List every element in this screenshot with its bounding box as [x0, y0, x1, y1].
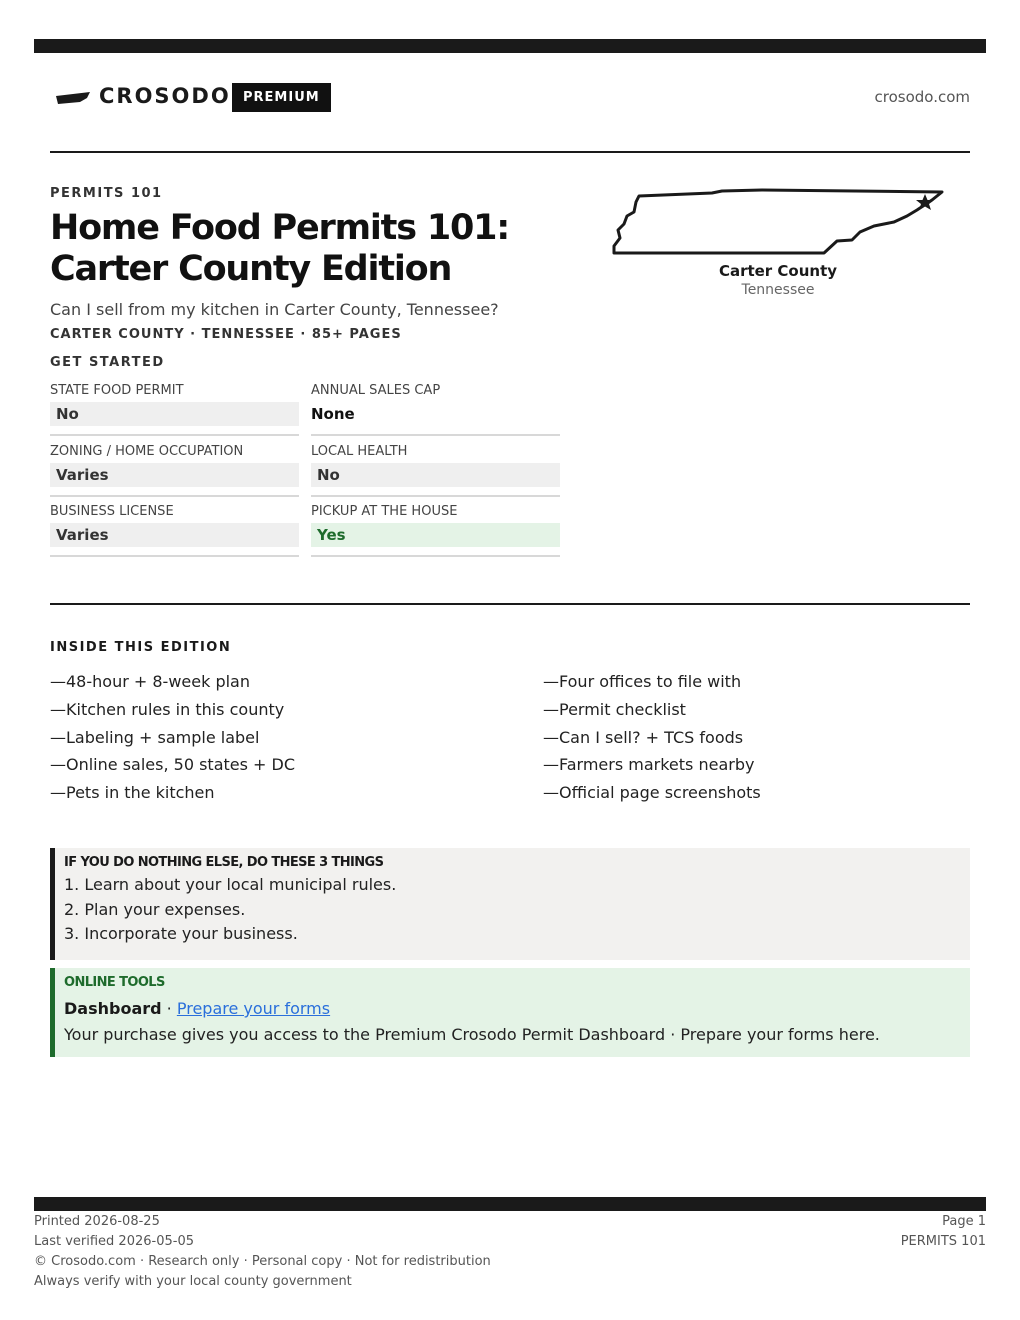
callout-heading: IF YOU DO NOTHING ELSE, DO THESE 3 THINGS	[64, 855, 384, 870]
header	[50, 80, 970, 116]
fact-value: No	[50, 402, 299, 426]
fact-pickup-at-house	[311, 504, 560, 557]
fact-value: No	[311, 463, 560, 487]
series-name: PERMITS 101	[900, 1234, 986, 1249]
tennessee-shape-icon	[54, 88, 94, 108]
list-item: —Farmers markets nearby	[543, 755, 755, 775]
list-item: —Official page screenshots	[543, 783, 761, 803]
get-started-heading: GET STARTED	[50, 355, 165, 370]
map-state-name: Tennessee	[741, 282, 815, 298]
list-item: —Kitchen rules in this county	[50, 699, 285, 719]
fact-value: None	[311, 405, 355, 423]
fact-state-food-permit	[50, 383, 299, 436]
three-things-callout	[50, 848, 970, 960]
dashboard-row	[64, 996, 970, 1022]
list-item: —Online sales, 50 states + DC	[50, 755, 296, 775]
map-county-name: Carter County	[718, 262, 838, 280]
page-subtitle: Can I sell from my kitchen in Carter County, Tennessee?	[50, 300, 499, 319]
list-item: —Permit checklist	[543, 699, 686, 719]
fact-value: Varies	[50, 523, 299, 547]
brand-name[interactable]: CROSODO	[99, 84, 231, 108]
edition-meta: CARTER COUNTY · TENNESSEE · 85+ PAGES	[50, 327, 402, 342]
map-caption	[612, 262, 944, 298]
list-item: —Pets in the kitchen	[50, 783, 215, 803]
printed-date: Printed 2026-08-25	[34, 1214, 160, 1229]
premium-badge: PREMIUM	[232, 83, 331, 112]
callout-step: 3. Incorporate your business.	[64, 924, 298, 943]
fact-label: ZONING / HOME OCCUPATION	[50, 444, 244, 459]
bottom-rule	[34, 1197, 986, 1211]
callout-step: 1. Learn about your local municipal rules.	[64, 875, 397, 894]
tools-description: Your purchase gives you access to the Premium Crosodo Permit Dashboard · Prepare your forms here.	[64, 1025, 880, 1044]
list-item: —Labeling + sample label	[50, 727, 260, 747]
fact-value: Yes	[311, 523, 560, 547]
online-tools-heading: ONLINE TOOLS	[64, 975, 165, 990]
fact-label: PICKUP AT THE HOUSE	[311, 504, 458, 519]
callout-step: 2. Plan your expenses.	[64, 899, 246, 919]
list-item: —Can I sell? + TCS foods	[543, 727, 744, 747]
verify-note: Always verify with your local county government	[34, 1274, 352, 1289]
section-divider	[50, 603, 970, 605]
top-rule	[34, 39, 986, 53]
inside-list-right	[543, 668, 761, 807]
fact-local-health	[311, 444, 560, 497]
footer-right	[901, 1212, 986, 1252]
fact-zoning-home-occupation	[50, 444, 299, 497]
fact-label: LOCAL HEALTH	[311, 444, 408, 459]
tennessee-outline-map-icon	[612, 186, 944, 260]
prepare-forms-link[interactable]: Prepare your forms	[176, 999, 331, 1018]
fact-label: STATE FOOD PERMIT	[50, 383, 184, 398]
site-url[interactable]: crosodo.com	[874, 88, 970, 106]
separator: ·	[161, 999, 177, 1018]
dashboard-label: Dashboard	[64, 999, 162, 1018]
inside-edition-heading: INSIDE THIS EDITION	[50, 640, 232, 655]
fact-value: Varies	[50, 463, 299, 487]
fact-label: ANNUAL SALES CAP	[311, 383, 441, 398]
fact-business-license	[50, 504, 299, 557]
section-kicker: PERMITS 101	[50, 186, 163, 201]
header-divider	[50, 151, 970, 153]
fact-annual-sales-cap	[311, 383, 560, 436]
list-item: —Four offices to file with	[543, 672, 742, 691]
inside-list-left	[50, 668, 295, 807]
list-item: —48-hour + 8-week plan	[50, 672, 250, 691]
verified-date: Last verified 2026-05-05	[34, 1234, 194, 1249]
copyright-notice: © Crosodo.com · Research only · Personal copy · Not for redistribution	[34, 1254, 491, 1269]
footer-left	[34, 1212, 491, 1292]
online-tools-box	[50, 968, 970, 1057]
page-title: Home Food Permits 101: Carter County Edition	[50, 208, 510, 289]
page-number: Page 1	[942, 1214, 986, 1229]
fact-label: BUSINESS LICENSE	[50, 504, 174, 519]
